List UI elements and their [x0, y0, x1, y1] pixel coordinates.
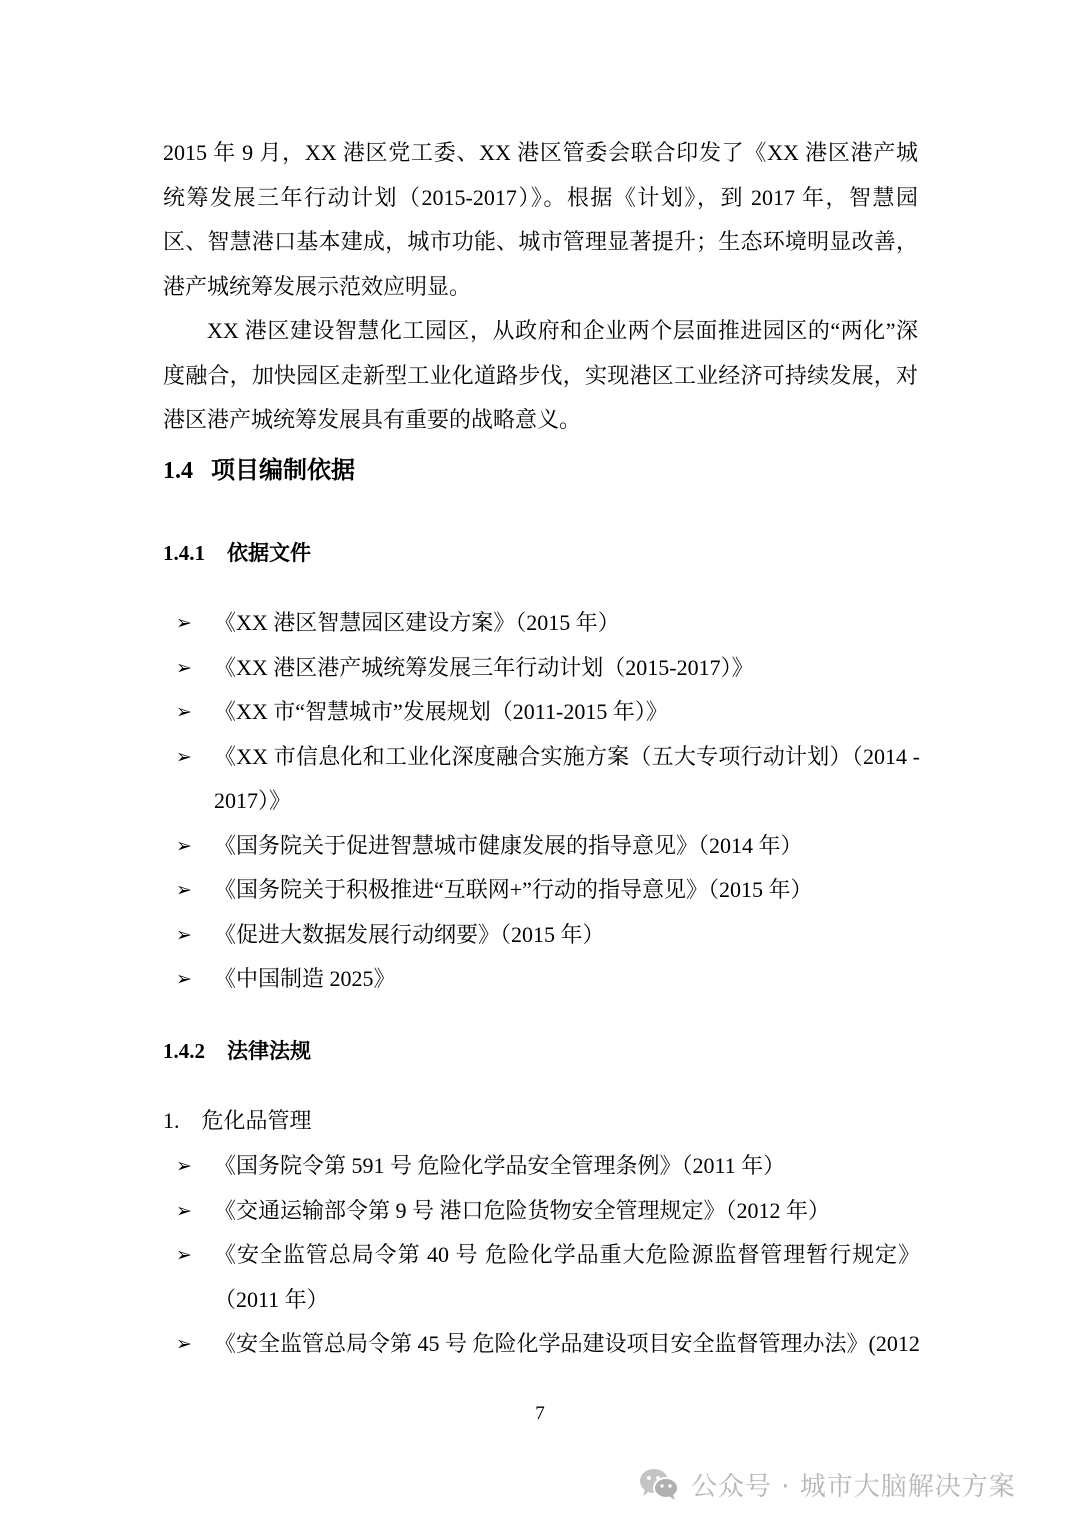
arrow-bullet-icon: ➢	[176, 1155, 192, 1177]
arrow-bullet-icon: ➢	[176, 834, 192, 857]
subsection-number: 1.4.2	[163, 1039, 205, 1063]
arrow-bullet-icon: ➢	[176, 1244, 192, 1266]
list-item: ➢ 《中国制造 2025》	[0, 957, 1080, 1002]
list-item: ➢ 《安全监管总局令第 40 号 危险化学品重大危险源监督管理暂行规定》（2011 年）	[0, 1233, 1080, 1322]
arrow-bullet-icon: ➢	[176, 1199, 192, 1222]
watermark	[639, 1460, 1016, 1508]
arrow-bullet-icon: ➢	[176, 745, 192, 768]
body-paragraph: 2015 年 9 月，XX 港区党工委、XX 港区管委会联合印发了《XX 港区港产城统筹发展三年行动计划（2015-2017）》。根据《计划》，到 2017 年，智慧园区、智慧港口基本建成，城市功能、城市管理显著提升；生态环境明显改善，港产城统筹发展示范效应明显。	[163, 140, 918, 299]
list-item: ➢ 《国务院关于积极推进“互联网+”行动的指导意见》（2015 年）	[0, 868, 1080, 913]
subsection-title: 法律法规	[227, 1039, 311, 1063]
wechat-icon	[639, 1467, 679, 1501]
arrow-bullet-icon: ➢	[176, 923, 192, 946]
arrow-bullet-icon: ➢	[176, 968, 192, 990]
arrow-bullet-icon: ➢	[176, 656, 192, 679]
arrow-bullet-icon: ➢	[176, 879, 192, 901]
list-item: ➢ 《XX 市“智慧城市”发展规划（2011-2015 年）》	[0, 690, 1080, 735]
basis-document-list	[0, 601, 1080, 1002]
subsection-number: 1.4.1	[163, 541, 205, 565]
watermark-text: 公众号 · 城市大脑解决方案	[691, 1471, 1016, 1502]
page-number: 7	[535, 1403, 545, 1424]
subsection-heading	[163, 1035, 311, 1065]
body-paragraph: XX 港区建设智慧化工园区，从政府和企业两个层面推进园区的“两化”深度融合，加快园区走新型工业化道路步伐，实现港区工业经济可持续发展，对港区港产城统筹发展具有重要的战略意义。	[163, 318, 918, 432]
section-number: 1.4	[163, 458, 193, 484]
section-heading	[163, 450, 355, 485]
subsection-heading	[163, 537, 311, 567]
list-item: ➢ 《安全监管总局令第 45 号 危险化学品建设项目安全监督管理办法》(2012	[0, 1322, 1080, 1367]
list-item: ➢ 《XX 市信息化和工业化深度融合实施方案（五大专项行动计划）（2014 - 2017）》	[0, 735, 1080, 824]
arrow-bullet-icon: ➢	[176, 612, 192, 634]
regulation-list	[0, 1144, 1080, 1367]
subsection-title: 依据文件	[227, 541, 311, 565]
group-title: 危化品管理	[201, 1108, 312, 1133]
arrow-bullet-icon: ➢	[176, 1333, 192, 1355]
group-number: 1.	[163, 1108, 180, 1133]
list-item: ➢ 《XX 港区港产城统筹发展三年行动计划（2015-2017）》	[0, 646, 1080, 691]
list-item: ➢ 《国务院关于促进智慧城市健康发展的指导意见》（2014 年）	[0, 824, 1080, 869]
list-item: ➢ 《交通运输部令第 9 号 港口危险货物安全管理规定》（2012 年）	[0, 1189, 1080, 1234]
list-item: ➢ 《XX 港区智慧园区建设方案》（2015 年）	[0, 601, 1080, 646]
arrow-bullet-icon: ➢	[176, 701, 192, 723]
section-title: 项目编制依据	[211, 456, 355, 484]
numbered-group-heading	[163, 1099, 312, 1144]
list-item: ➢ 《促进大数据发展行动纲要》（2015 年）	[0, 913, 1080, 958]
list-item: ➢ 《国务院令第 591 号 危险化学品安全管理条例》（2011 年）	[0, 1144, 1080, 1189]
